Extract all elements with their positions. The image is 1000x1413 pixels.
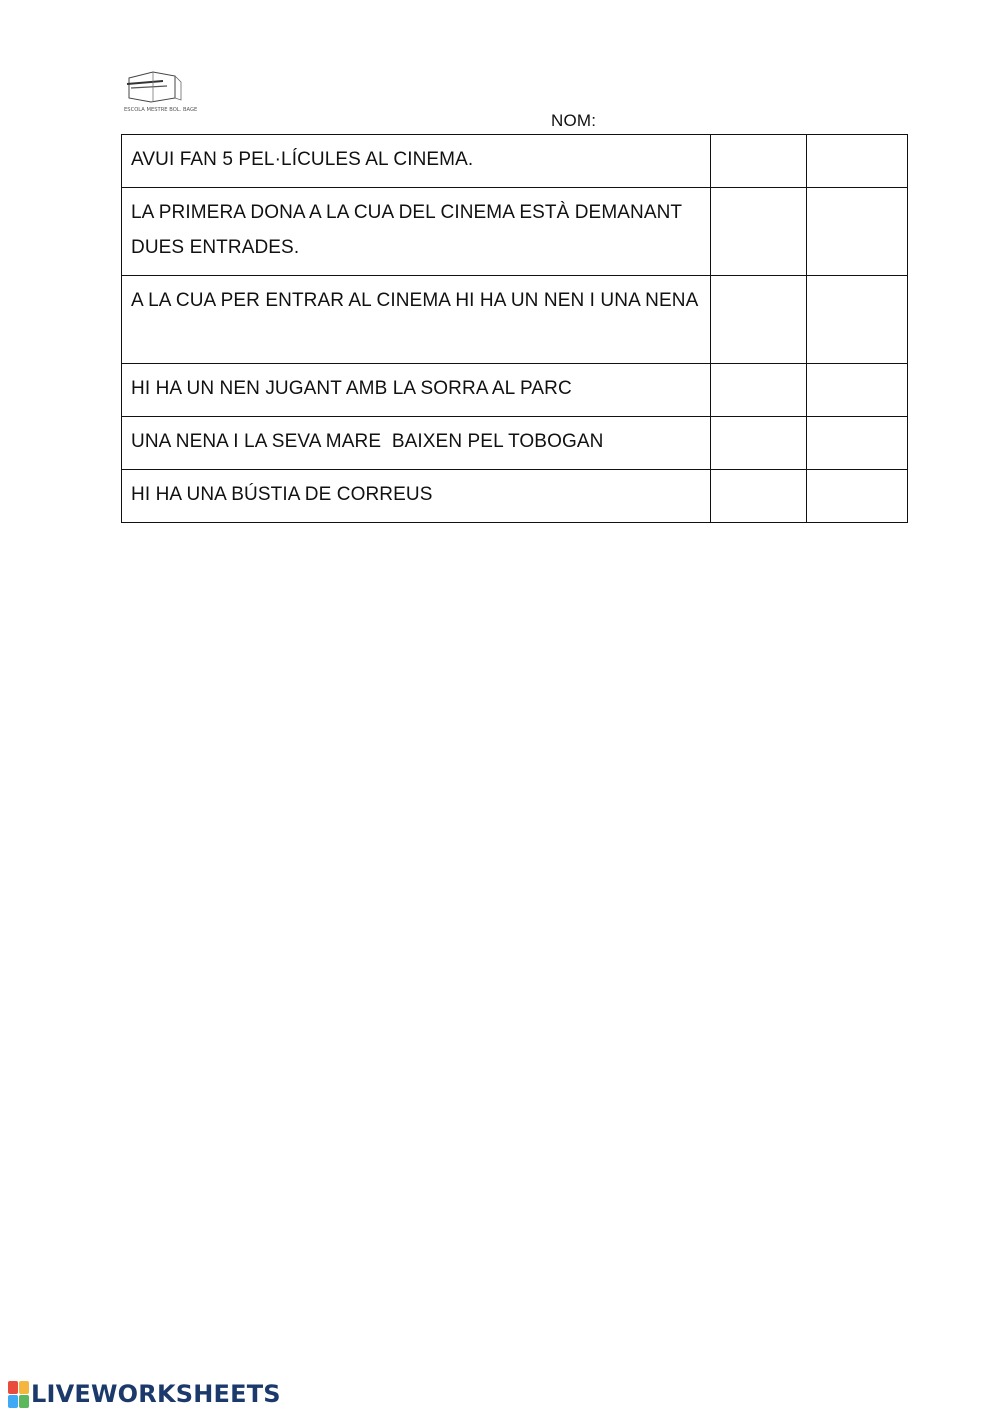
answer-cell-2[interactable] — [806, 417, 907, 470]
school-logo-caption: ESCOLA MESTRE BOL. BAGE — [124, 107, 198, 113]
answer-cell-2[interactable] — [806, 470, 907, 523]
table-row — [122, 135, 908, 188]
statement-cell: AVUI FAN 5 PEL·LÍCULES AL CINEMA. — [122, 135, 711, 188]
statement-cell: UNA NENA I LA SEVA MARE BAIXEN PEL TOBOGAN — [122, 417, 711, 470]
table-row — [122, 188, 908, 276]
answer-cell-2[interactable] — [806, 364, 907, 417]
statement-cell: HI HA UNA BÚSTIA DE CORREUS — [122, 470, 711, 523]
answer-cell-2[interactable] — [806, 135, 907, 188]
answer-cell-2[interactable] — [806, 188, 907, 276]
liveworksheets-brand: LIVEWORKSHEETS — [31, 1380, 281, 1408]
statement-cell: LA PRIMERA DONA A LA CUA DEL CINEMA ESTÀ DEMANANT DUES ENTRADES. — [122, 188, 711, 276]
table-row — [122, 470, 908, 523]
table-row — [122, 417, 908, 470]
answer-cell-1[interactable] — [711, 135, 806, 188]
answer-cell-1[interactable] — [711, 417, 806, 470]
liveworksheets-footer[interactable] — [8, 1380, 281, 1408]
block-green — [19, 1395, 29, 1408]
school-logo-icon — [123, 68, 198, 114]
table-row — [122, 276, 908, 364]
answer-cell-1[interactable] — [711, 364, 806, 417]
liveworksheets-blocks-icon — [8, 1381, 29, 1408]
answer-cell-1[interactable] — [711, 188, 806, 276]
statement-cell: A LA CUA PER ENTRAR AL CINEMA HI HA UN NEN I UNA NENA — [122, 276, 711, 364]
answer-cell-2[interactable] — [806, 276, 907, 364]
block-red — [8, 1381, 18, 1394]
block-yellow — [19, 1381, 29, 1394]
statements-table — [121, 134, 908, 523]
name-label: NOM: — [551, 111, 597, 130]
block-blue — [8, 1395, 18, 1408]
answer-cell-1[interactable] — [711, 470, 806, 523]
table-row — [122, 364, 908, 417]
answer-cell-1[interactable] — [711, 276, 806, 364]
statement-cell: HI HA UN NEN JUGANT AMB LA SORRA AL PARC — [122, 364, 711, 417]
